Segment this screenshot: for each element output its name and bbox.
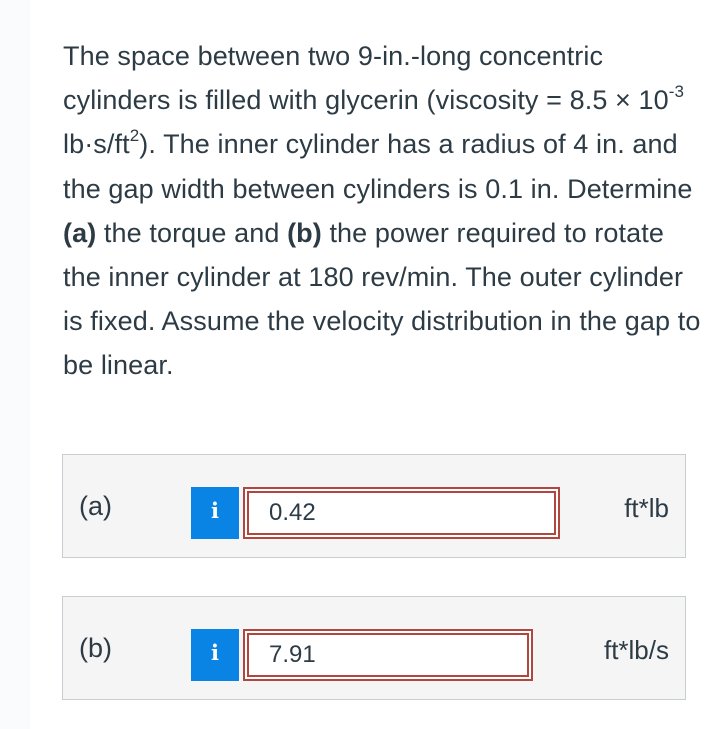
answer-a-value[interactable]: 0.42 xyxy=(247,491,556,535)
info-icon[interactable]: i xyxy=(191,629,239,681)
answer-b-input[interactable] xyxy=(243,629,533,681)
answer-a-input[interactable] xyxy=(243,487,560,539)
answer-a-unit: ft*lb xyxy=(624,493,669,523)
problem-text-3: ). The inner cylinder has a radius of 4 in. and the gap width between cylinders is 0.1 in. Determine xyxy=(63,129,693,204)
part-b-marker: (b) xyxy=(287,217,322,248)
answer-b-unit: ft*lb/s xyxy=(603,635,669,665)
answer-b-value[interactable]: 7.91 xyxy=(247,633,529,677)
answer-row-b xyxy=(62,596,686,700)
part-a-label: (a) xyxy=(79,491,112,521)
problem-text-4: the torque and xyxy=(96,217,288,248)
problem-text-1: The space between two 9-in.-long concentric cylinders is filled with glycerin (viscosity = 8.5 × 10 xyxy=(63,41,669,116)
problem-statement xyxy=(63,34,703,388)
answer-row-a xyxy=(62,454,686,558)
part-a-marker: (a) xyxy=(63,217,97,248)
problem-text-5: the power required to rotate the inner cylinder at 180 rev/min. The outer cylinder is fixed. Assume the velocity distribution in the gap to be linear. xyxy=(63,217,701,381)
left-margin-strip xyxy=(0,0,30,729)
exponent-viscosity: -3 xyxy=(668,82,685,102)
part-b-label: (b) xyxy=(79,633,112,663)
exponent-ft: 2 xyxy=(129,126,140,146)
info-icon[interactable]: i xyxy=(191,487,239,539)
problem-text-2: lb·s/ft xyxy=(63,129,130,160)
